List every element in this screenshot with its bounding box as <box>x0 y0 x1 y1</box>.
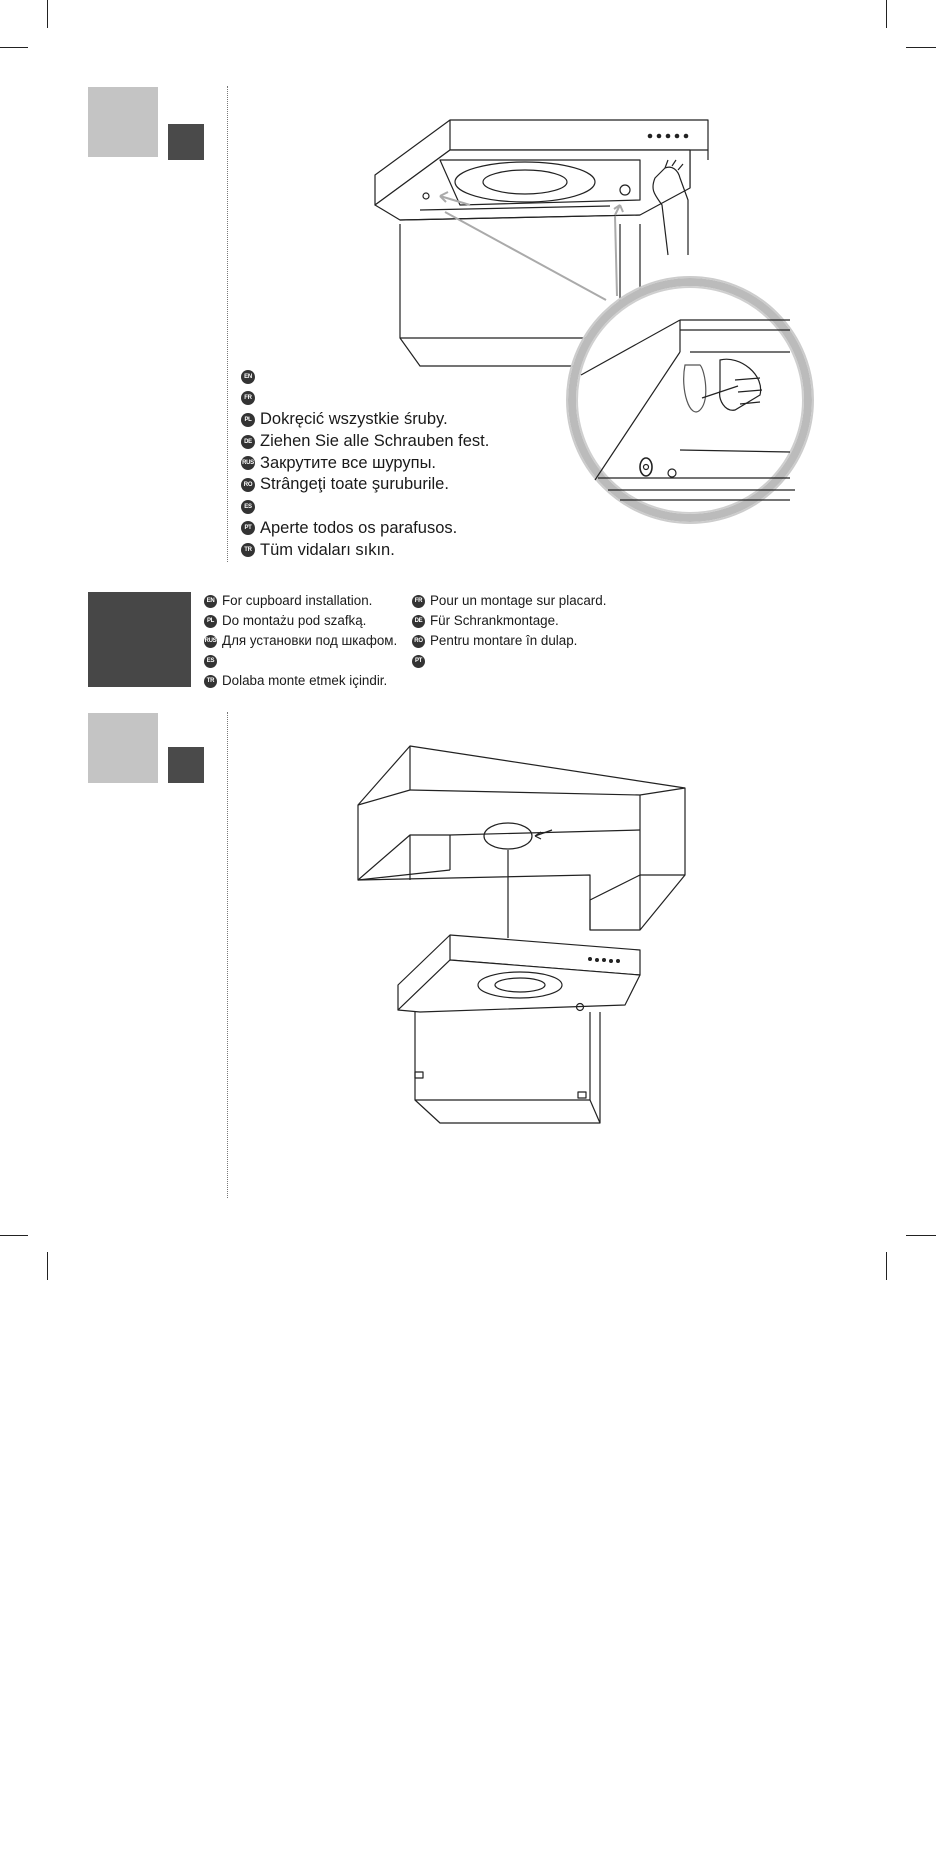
note-fr-text: Pour un montage sur placard. <box>430 593 607 608</box>
lang-badge-de: DE <box>241 435 255 449</box>
lang-badge-tr: TR <box>204 675 217 688</box>
note-de-text: Für Schrankmontage. <box>430 613 559 628</box>
note-ro-text: Pentru montare în dulap. <box>430 633 578 648</box>
lang-badge-ro: RO <box>241 478 255 492</box>
note-pl-text: Do montażu pod szafką. <box>222 613 367 628</box>
lang-badge-es: ES <box>241 500 255 514</box>
instr-de-text: Ziehen Sie alle Schrauben fest. <box>260 432 490 451</box>
lang-badge-fr: FR <box>412 595 425 608</box>
lang-badge-pt: PT <box>412 655 425 668</box>
note-tr-text: Dolaba monte etmek içindir. <box>222 673 388 688</box>
lang-badge-de: DE <box>412 615 425 628</box>
lang-badge-rus: RUS <box>241 456 255 470</box>
instr-pt-text: Aperte todos os parafusos. <box>260 518 458 537</box>
lang-badge-pl: PL <box>241 413 255 427</box>
lang-badge-es: ES <box>204 655 217 668</box>
crop-mark-bottom-left-vertical <box>47 1252 48 1280</box>
lang-badge-en: EN <box>204 595 217 608</box>
instr-pl-text: Dokręcić wszystkie śruby. <box>260 410 448 429</box>
lang-badge-pt: PT <box>241 521 255 535</box>
crop-mark-bottom-right-vertical <box>886 1252 887 1280</box>
lang-badge-rus: RUS <box>204 635 217 648</box>
instr-rus-text: Закрутите все шурупы. <box>260 453 437 472</box>
note-en-text: For cupboard installation. <box>222 593 373 608</box>
crop-mark-bottom-right-horizontal <box>906 1235 936 1236</box>
lang-badge-ro: RO <box>412 635 425 648</box>
lang-badge-en: EN <box>241 370 255 384</box>
instr-tr-text: Tüm vidaları sıkın. <box>260 540 395 559</box>
lang-badge-fr: FR <box>241 391 255 405</box>
instr-ro-text: Strângeţi toate şuruburile. <box>260 475 449 494</box>
lang-badge-pl: PL <box>204 615 217 628</box>
crop-mark-bottom-left-horizontal <box>0 1235 28 1236</box>
note-rus-text: Для установки под шкафом. <box>222 633 398 648</box>
lang-badge-tr: TR <box>241 543 255 557</box>
